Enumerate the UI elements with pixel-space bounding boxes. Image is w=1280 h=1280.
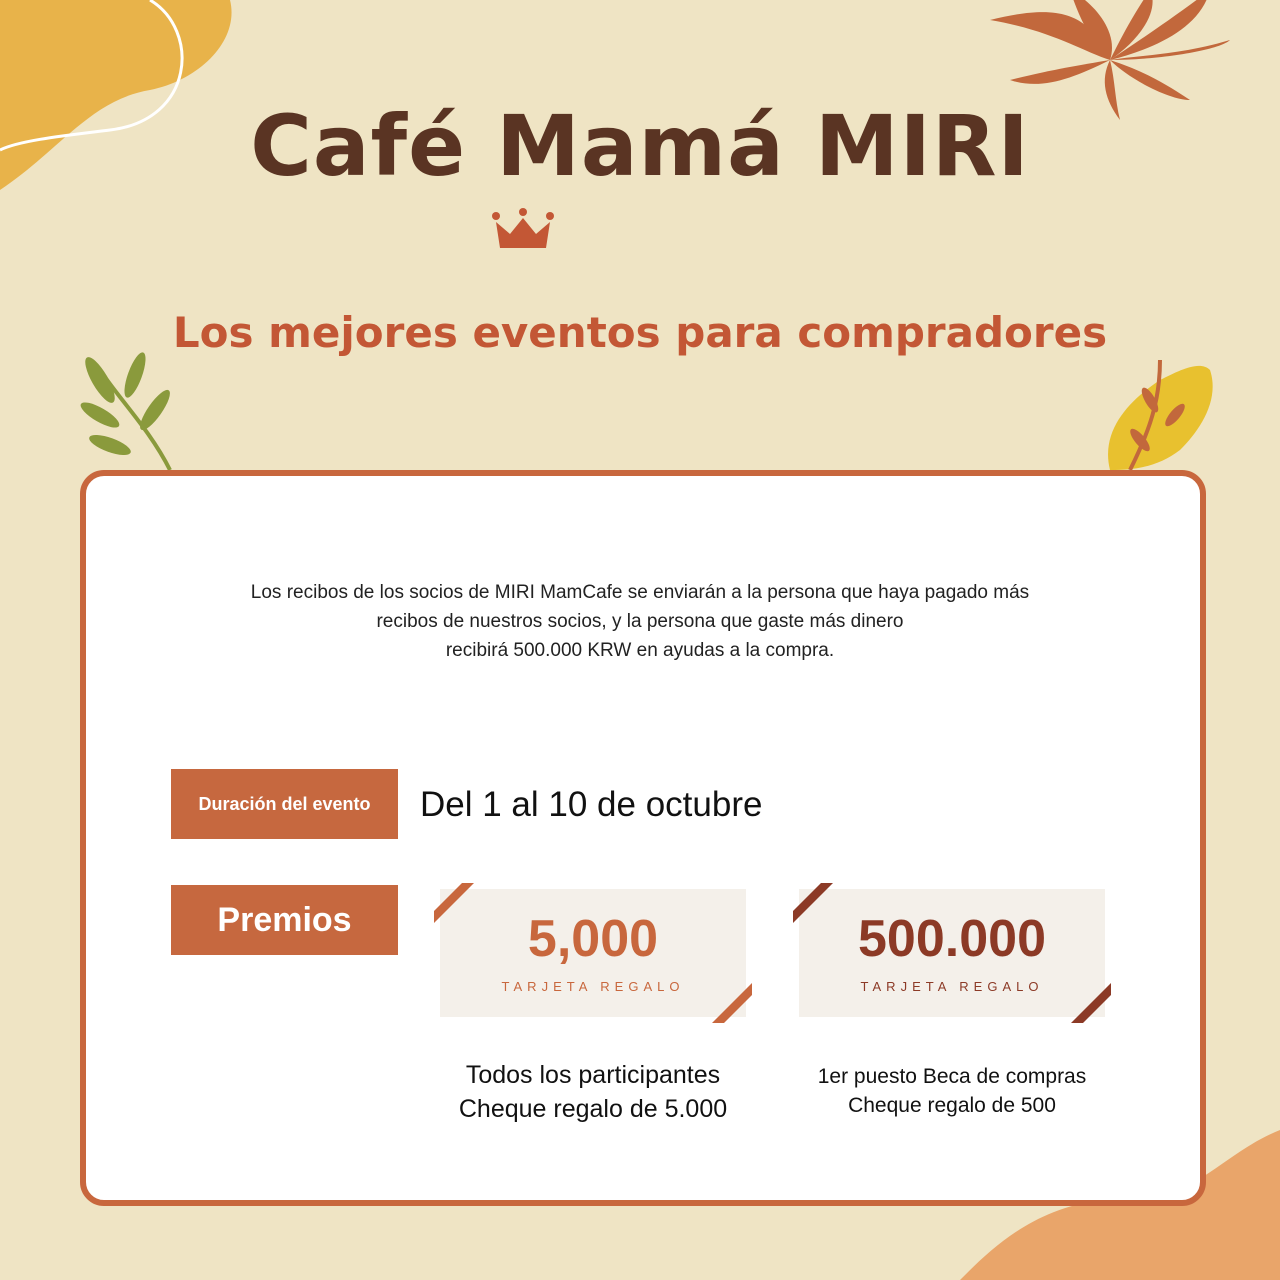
page-title: Café Mamá MIRI	[250, 97, 1030, 195]
duration-label: Duración del evento	[171, 769, 398, 839]
voucher-amount: 5,000	[527, 910, 659, 968]
description-line: recibirá 500.000 KRW en ayudas a la compra.	[445, 640, 835, 661]
yellow-leaf-icon	[1108, 360, 1213, 470]
olive-leaf-icon	[77, 350, 174, 470]
prize-description	[780, 1062, 1124, 1120]
corner-ribbon-icon	[708, 979, 752, 1023]
corner-ribbon-icon	[1067, 979, 1111, 1023]
page-subtitle: Los mejores eventos para compradores	[172, 308, 1108, 357]
gift-card-voucher	[799, 889, 1105, 1017]
voucher-caption: TARJETA REGALO	[501, 979, 685, 994]
prize-description	[420, 1058, 766, 1126]
prize-line: 1er puesto Beca de compras	[817, 1065, 1087, 1088]
voucher-caption: TARJETA REGALO	[860, 979, 1044, 994]
duration-value: Del 1 al 10 de octubre	[420, 785, 763, 824]
event-description	[140, 578, 1140, 665]
voucher-amount: 500.000	[858, 910, 1046, 968]
prize-line: Todos los participantes	[465, 1061, 721, 1089]
gift-card-voucher	[440, 889, 746, 1017]
description-line: Los recibos de los socios de MIRI MamCafe se enviarán a la persona que haya pagado más	[250, 582, 1030, 603]
crown-icon	[492, 208, 554, 252]
description-line: recibos de nuestros socios, y la persona que gaste más dinero	[376, 611, 904, 632]
prizes-label: Premios	[171, 885, 398, 955]
prize-line: Cheque regalo de 500	[848, 1094, 1056, 1117]
prize-line: Cheque regalo de 5.000	[458, 1095, 728, 1123]
